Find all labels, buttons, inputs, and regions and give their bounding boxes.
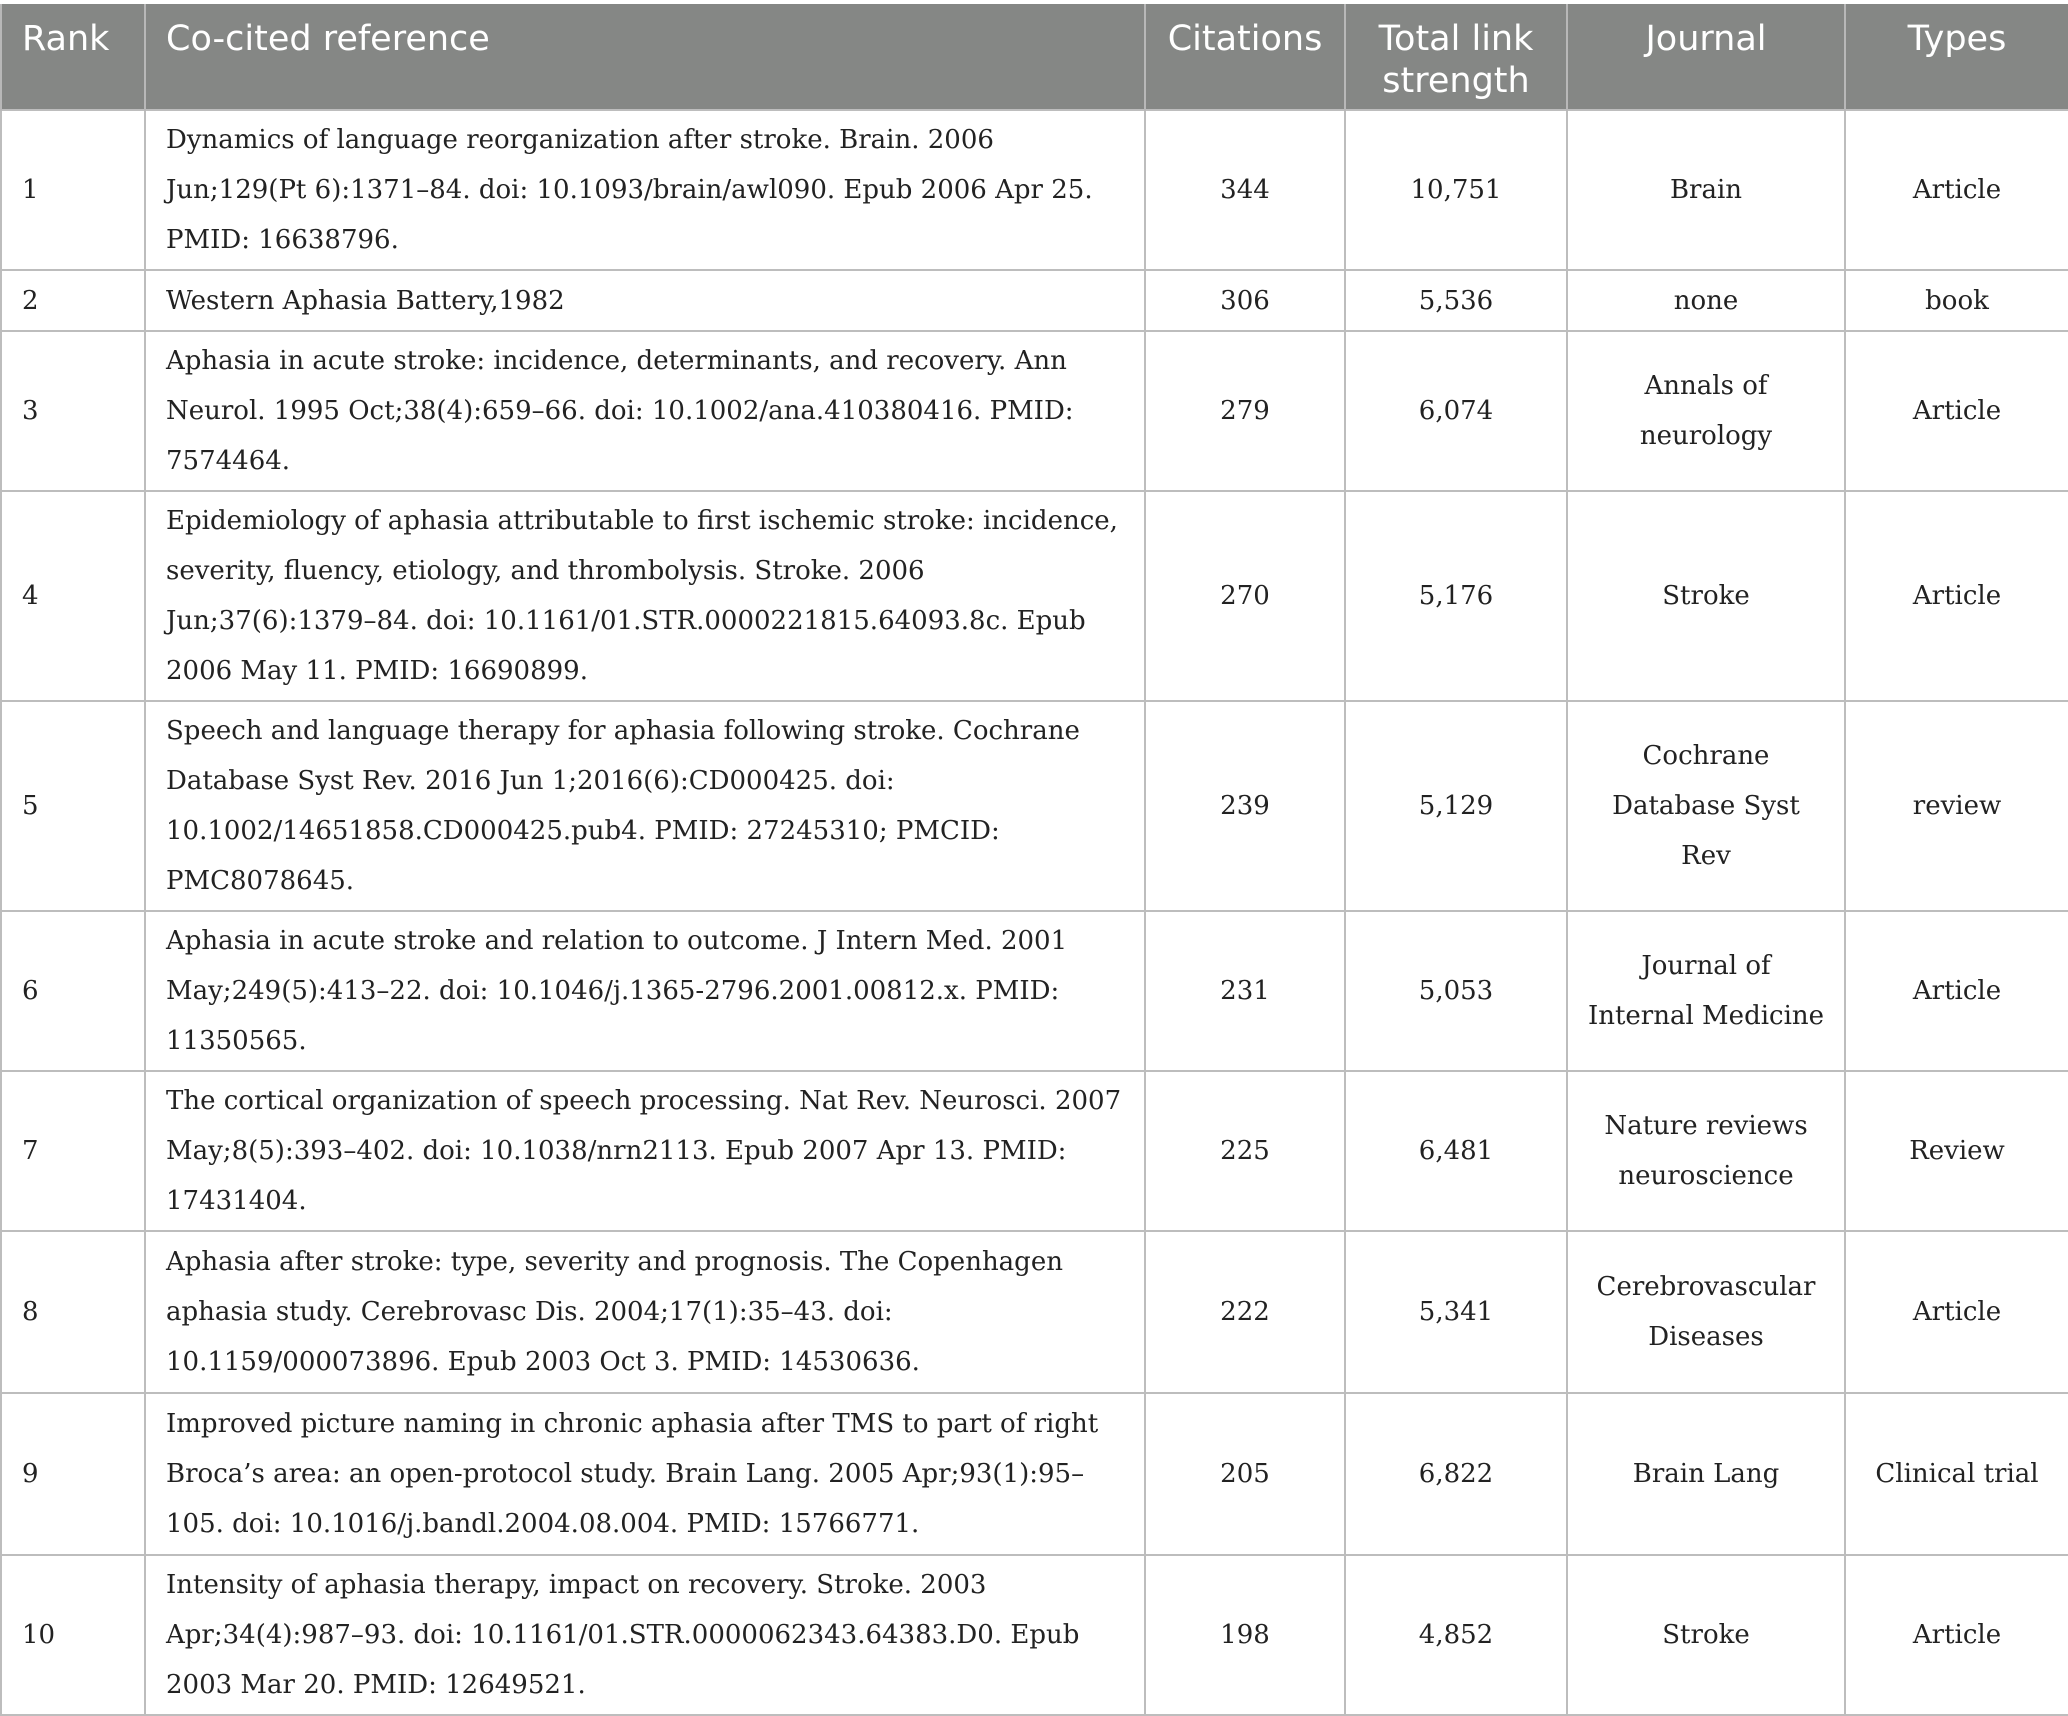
cell-reference: Dynamics of language reorganization after stroke. Brain. 2006 Jun;129(Pt 6):1371–84. doi: 10.1093/brain/awl090. Epub 2006 Apr 25. PMID: 16638796. [145, 110, 1145, 270]
cell-journal: none [1567, 270, 1845, 331]
cell-type: Clinical trial [1845, 1393, 2068, 1555]
cell-citations: 198 [1145, 1555, 1345, 1715]
cell-rank: 5 [1, 701, 145, 911]
cell-rank: 9 [1, 1393, 145, 1555]
cell-strength: 6,074 [1345, 331, 1567, 491]
header-strength-line1: Total link [1378, 19, 1534, 59]
header-strength-line2: strength [1382, 61, 1530, 101]
cell-citations: 205 [1145, 1393, 1345, 1555]
cell-type: review [1845, 701, 2068, 911]
cell-type: Article [1845, 911, 2068, 1071]
co-cited-references-table [0, 4, 2068, 1716]
table-row [1, 491, 2068, 701]
table-row [1, 1231, 2068, 1393]
cell-citations: 222 [1145, 1231, 1345, 1393]
cell-reference: Intensity of aphasia therapy, impact on recovery. Stroke. 2003 Apr;34(4):987–93. doi: 10.1161/01.STR.0000062343.64383.D0. Epub 2003 Mar 20. PMID: 12649521. [145, 1555, 1145, 1715]
cell-rank: 8 [1, 1231, 145, 1393]
table-body [1, 110, 2068, 1715]
header-row [1, 4, 2068, 110]
header-reference: Co-cited reference [145, 4, 1145, 110]
cell-rank: 2 [1, 270, 145, 331]
header-citations: Citations [1145, 4, 1345, 110]
table-row [1, 1393, 2068, 1555]
cell-strength: 6,822 [1345, 1393, 1567, 1555]
table-row [1, 270, 2068, 331]
table-row [1, 1555, 2068, 1715]
table-row [1, 1071, 2068, 1231]
cell-journal: Brain [1567, 110, 1845, 270]
cell-type: Review [1845, 1071, 2068, 1231]
cell-rank: 4 [1, 491, 145, 701]
cell-rank: 10 [1, 1555, 145, 1715]
cell-journal: Cochrane Database Syst Rev [1567, 701, 1845, 911]
cell-reference: Epidemiology of aphasia attributable to first ischemic stroke: incidence, severity, fluency, etiology, and thrombolysis. Stroke. 2006 Jun;37(6):1379–84. doi: 10.1161/01.STR.0000221815.64093.8c. Epub 2006 May 11. PMID: 16690899. [145, 491, 1145, 701]
cell-citations: 225 [1145, 1071, 1345, 1231]
header-rank: Rank [1, 4, 145, 110]
cell-strength: 5,053 [1345, 911, 1567, 1071]
table-row [1, 911, 2068, 1071]
cell-type: Article [1845, 110, 2068, 270]
table-row [1, 110, 2068, 270]
cell-strength: 5,341 [1345, 1231, 1567, 1393]
cell-rank: 6 [1, 911, 145, 1071]
cell-citations: 231 [1145, 911, 1345, 1071]
cell-rank: 3 [1, 331, 145, 491]
cell-rank: 1 [1, 110, 145, 270]
header-journal: Journal [1567, 4, 1845, 110]
cell-strength: 6,481 [1345, 1071, 1567, 1231]
cell-reference: Improved picture naming in chronic aphasia after TMS to part of right Broca’s area: an open-protocol study. Brain Lang. 2005 Apr;93(1):95–105. doi: 10.1016/j.bandl.2004.08.004. PMID: 15766771. [145, 1393, 1145, 1555]
cell-reference: Western Aphasia Battery,1982 [145, 270, 1145, 331]
cell-journal: Stroke [1567, 1555, 1845, 1715]
cell-journal: Brain Lang [1567, 1393, 1845, 1555]
cell-type: Article [1845, 491, 2068, 701]
cell-citations: 239 [1145, 701, 1345, 911]
cell-reference: The cortical organization of speech processing. Nat Rev. Neurosci. 2007 May;8(5):393–402. doi: 10.1038/nrn2113. Epub 2007 Apr 13. PMID: 17431404. [145, 1071, 1145, 1231]
table-row [1, 701, 2068, 911]
cell-strength: 10,751 [1345, 110, 1567, 270]
cell-reference: Aphasia in acute stroke and relation to outcome. J Intern Med. 2001 May;249(5):413–22. doi: 10.1046/j.1365-2796.2001.00812.x. PMID: 11350565. [145, 911, 1145, 1071]
cell-rank: 7 [1, 1071, 145, 1231]
cell-citations: 279 [1145, 331, 1345, 491]
cell-type: Article [1845, 331, 2068, 491]
header-total-link-strength [1345, 4, 1567, 110]
cell-reference: Speech and language therapy for aphasia following stroke. Cochrane Database Syst Rev. 2016 Jun 1;2016(6):CD000425. doi: 10.1002/14651858.CD000425.pub4. PMID: 27245310; PMCID: PMC8078645. [145, 701, 1145, 911]
co-cited-references-table-wrapper [0, 4, 2068, 1716]
cell-strength: 4,852 [1345, 1555, 1567, 1715]
cell-type: Article [1845, 1555, 2068, 1715]
cell-strength: 5,176 [1345, 491, 1567, 701]
cell-reference: Aphasia after stroke: type, severity and prognosis. The Copenhagen aphasia study. Cerebrovasc Dis. 2004;17(1):35–43. doi: 10.1159/000073896. Epub 2003 Oct 3. PMID: 14530636. [145, 1231, 1145, 1393]
cell-journal: Annals of neurology [1567, 331, 1845, 491]
cell-citations: 344 [1145, 110, 1345, 270]
cell-citations: 306 [1145, 270, 1345, 331]
cell-citations: 270 [1145, 491, 1345, 701]
cell-type: book [1845, 270, 2068, 331]
cell-journal: Stroke [1567, 491, 1845, 701]
table-row [1, 331, 2068, 491]
cell-journal: Journal of Internal Medicine [1567, 911, 1845, 1071]
cell-type: Article [1845, 1231, 2068, 1393]
header-types: Types [1845, 4, 2068, 110]
cell-journal: Nature reviews neuroscience [1567, 1071, 1845, 1231]
cell-journal: Cerebrovascular Diseases [1567, 1231, 1845, 1393]
cell-strength: 5,536 [1345, 270, 1567, 331]
cell-strength: 5,129 [1345, 701, 1567, 911]
cell-reference: Aphasia in acute stroke: incidence, determinants, and recovery. Ann Neurol. 1995 Oct;38(4):659–66. doi: 10.1002/ana.410380416. PMID: 7574464. [145, 331, 1145, 491]
table-header [1, 4, 2068, 110]
